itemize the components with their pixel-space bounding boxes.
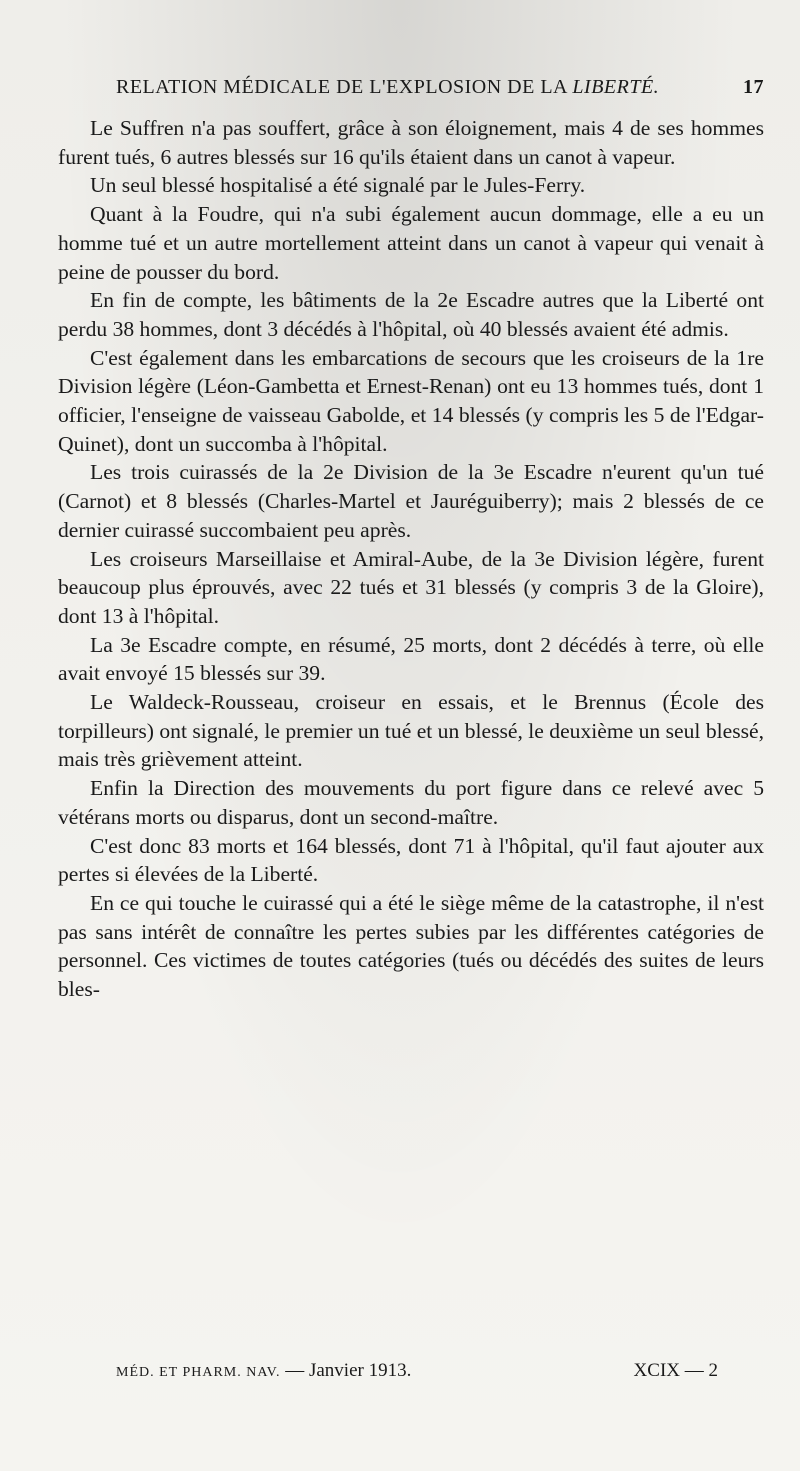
running-title-text: RELATION MÉDICALE DE L'EXPLOSION DE LA xyxy=(116,76,567,98)
footer-separator: — xyxy=(285,1360,305,1381)
footer-journal: MÉD. ET PHARM. NAV. xyxy=(116,1365,281,1380)
page-footer xyxy=(88,1358,718,1388)
footer-journal-line xyxy=(116,1360,411,1382)
paragraph: C'est donc 83 morts et 164 blessés, dont 71 à l'hôpital, qu'il faut ajouter aux pertes si élevées de la Liberté. xyxy=(58,833,764,887)
footer-date: Janvier 1913. xyxy=(308,1360,412,1381)
paragraph: Enfin la Direction des mouvements du port figure dans ce relevé avec 5 vétérans morts ou disparus, dont un second-maître. xyxy=(58,776,764,829)
footer-volume: XCIX — 2 xyxy=(633,1360,718,1381)
running-title-ship: LIBERTÉ. xyxy=(572,76,660,98)
running-header xyxy=(88,74,764,104)
paragraph: En ce qui touche le cuirassé qui a été le siège même de la catastrophe, il n'est pas sans intérêt de connaître les pertes subies par les différentes catégories de personnel. Ces victimes de toutes catégories (tués ou décédés des suites de leurs bles- xyxy=(58,890,764,1002)
page-number: 17 xyxy=(743,76,764,98)
body-text xyxy=(58,114,764,1004)
paragraph: Le Suffren n'a pas souffert, grâce à son éloignement, mais 4 de ses hommes furent tués, 6 autres blessés sur 16 qu'ils étaient dans un canot à vapeur. xyxy=(58,116,764,169)
paragraph: Le Waldeck-Rousseau, croiseur en essais, et le Brennus (École des torpilleurs) ont signalé, le premier un tué et un blessé, le deuxième un seul blessé, mais très grièvement atteint. xyxy=(58,690,764,772)
paragraph: La 3e Escadre compte, en résumé, 25 morts, dont 2 décédés à terre, où elle avait envoyé 15 blessés sur 39. xyxy=(58,632,764,686)
paragraph: Les trois cuirassés de la 2e Division de la 3e Escadre n'eurent qu'un tué (Carnot) et 8 blessés (Charles-Martel et Jauréguiberry); mais 2 blessés de ce dernier cuirassé succombaient peu après. xyxy=(58,460,764,542)
paragraph: C'est également dans les embarcations de secours que les croiseurs de la 1re Division légère (Léon-Gambetta et Ernest-Renan) ont eu 13 hommes tués, dont 1 officier, l'enseigne de vaisseau Gabolde, et 14 blessés (y compris les 5 de l'Edgar-Quinet), dont un succomba à l'hôpital. xyxy=(58,345,764,456)
paragraph: Les croiseurs Marseillaise et Amiral-Aube, de la 3e Division légère, furent beaucoup plus éprouvés, avec 22 tués et 31 blessés (y compris 3 de la Gloire), dont 13 à l'hôpital. xyxy=(58,546,764,628)
paragraph: Quant à la Foudre, qui n'a subi également aucun dommage, elle a eu un homme tué et un autre mortellement atteint dans un canot à vapeur qui venait à peine de pousser du bord. xyxy=(58,202,764,284)
paragraph: Un seul blessé hospitalisé a été signalé par le Jules-Ferry. xyxy=(90,173,586,198)
running-title xyxy=(116,76,659,99)
paragraph: En fin de compte, les bâtiments de la 2e Escadre autres que la Liberté ont perdu 38 hommes, dont 3 décédés à l'hôpital, où 40 blessés avaient été admis. xyxy=(58,288,764,341)
